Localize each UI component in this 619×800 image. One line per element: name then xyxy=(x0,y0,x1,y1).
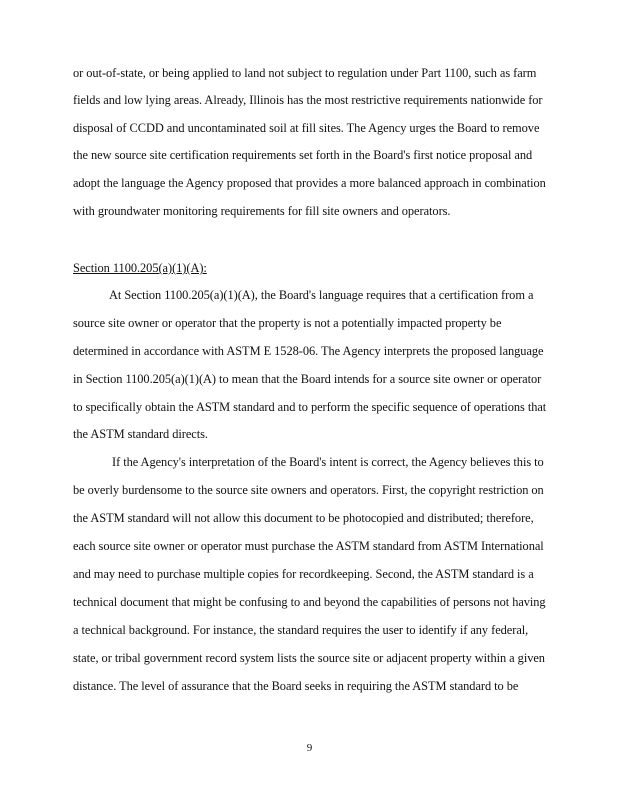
section-heading: Section 1100.205(a)(1)(A): xyxy=(73,261,207,275)
paragraph-3-line-2: be overly burdensome to the source site owners and operators. First, the copyright restriction on xyxy=(73,483,544,497)
paragraph-3-line-5: and may need to purchase multiple copies for recordkeeping. Second, the ASTM standard is a xyxy=(73,567,534,581)
paragraph-3-line-6: technical document that might be confusing to and beyond the capabilities of persons not having xyxy=(73,595,546,609)
paragraph-3-line-7: a technical background. For instance, the standard requires the user to identify if any federal, xyxy=(73,623,529,637)
paragraph-1-line-4: the new source site certification requirements set forth in the Board's first notice proposal and xyxy=(73,148,533,162)
paragraph-1-line-2: fields and low lying areas. Already, Illinois has the most restrictive requirements nationwide for xyxy=(73,93,543,107)
paragraph-1-line-1: or out-of-state, or being applied to land not subject to regulation under Part 1100, such as farm xyxy=(73,66,537,80)
paragraph-3-line-1: If the Agency's interpretation of the Board's intent is correct, the Agency believes this to xyxy=(112,455,544,469)
paragraph-2-line-5: to specifically obtain the ASTM standard and to perform the specific sequence of operations that xyxy=(73,400,547,414)
paragraph-1-line-3: disposal of CCDD and uncontaminated soil at fill sites. The Agency urges the Board to remove xyxy=(73,121,540,135)
paragraph-2-line-6: the ASTM standard directs. xyxy=(73,427,208,441)
paragraph-3-line-4: each source site owner or operator must purchase the ASTM standard from ASTM International xyxy=(73,539,544,553)
paragraph-3-line-9: distance. The level of assurance that the Board seeks in requiring the ASTM standard to be xyxy=(73,679,519,693)
paragraph-1-line-5: adopt the language the Agency proposed that provides a more balanced approach in combination xyxy=(73,176,546,190)
paragraph-2-line-4: in Section 1100.205(a)(1)(A) to mean that the Board intends for a source site owner or operator xyxy=(73,372,542,386)
paragraph-2-line-2: source site owner or operator that the property is not a potentially impacted property be xyxy=(73,316,502,330)
paragraph-1-line-6: with groundwater monitoring requirements for fill site owners and operators. xyxy=(73,204,451,218)
page-number: 9 xyxy=(306,742,313,754)
paragraph-3-line-8: state, or tribal government record system lists the source site or adjacent property within a given xyxy=(73,651,545,665)
paragraph-2-line-3: determined in accordance with ASTM E 1528-06. The Agency interprets the proposed language xyxy=(73,344,544,358)
paragraph-2-line-1: At Section 1100.205(a)(1)(A), the Board's language requires that a certification from a xyxy=(109,288,534,302)
paragraph-3-line-3: the ASTM standard will not allow this document to be photocopied and distributed; therefore, xyxy=(73,511,534,525)
